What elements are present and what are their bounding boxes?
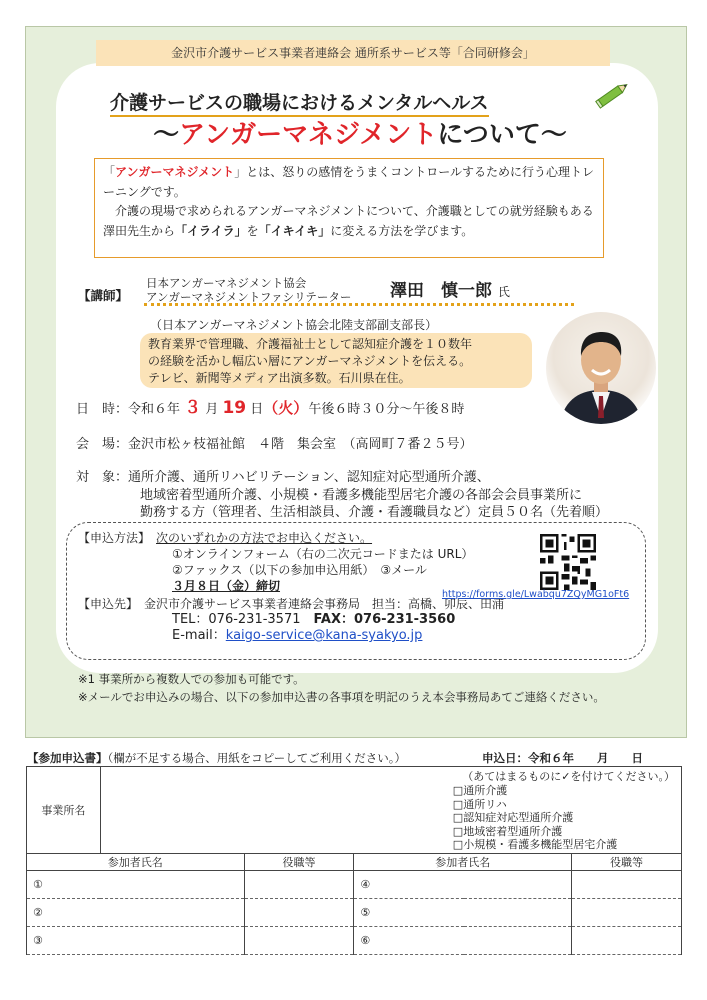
business-name-label: 事業所名 — [27, 767, 101, 854]
lecturer-org-line1: 日本アンガーマネジメント協会 — [146, 276, 307, 290]
intro-ikiiki: 「イキイキ」 — [258, 223, 331, 238]
event-venue — [76, 433, 473, 452]
target-line: 通所介護、通所リハビリテーション、認知症対応型通所介護、 — [128, 470, 490, 485]
apply-fax: FAX：076-231-3560 — [313, 612, 456, 627]
event-target — [76, 469, 656, 522]
event-date — [76, 393, 464, 418]
lecturer-org — [146, 276, 351, 304]
title-suffix: について～ — [437, 120, 567, 150]
intro-quote-open: 「 — [103, 165, 116, 179]
note-line: ※メールでお申込みの場合、以下の参加申込書の各事項を明記のうえ本会事務局あてご連絡ください。 — [78, 690, 605, 704]
participant-role-field[interactable] — [244, 926, 354, 954]
participant-name-field[interactable]: ⑤ — [354, 898, 572, 926]
bio-line: テレビ、新聞等メディア出演多数。石川県在住。 — [148, 371, 411, 385]
intro-wo: を — [246, 223, 259, 238]
service-checkbox[interactable]: □通所介護 — [452, 784, 508, 797]
date-era: 令和６年 — [128, 402, 181, 417]
form-title-note: （欄が不足する場合、用紙をコピーしてご利用ください。） — [107, 751, 407, 765]
apply-option1: ①オンラインフォーム（右の二次元コードまたは URL） — [172, 547, 474, 561]
lecturer-name: 澤田 慎一郎 — [390, 281, 492, 301]
participant-role-field[interactable] — [572, 926, 682, 954]
col-name-header: 参加者氏名 — [354, 853, 572, 870]
pencil-icon — [592, 80, 632, 110]
intro-term: アンガーマネジメント — [115, 165, 235, 179]
col-name-header: 参加者氏名 — [27, 853, 245, 870]
target-label: 対 象： — [76, 470, 129, 485]
date-time: 午後６時３０分～午後８時 — [308, 402, 465, 417]
apply-deadline: ３月８日（金）締切 — [172, 579, 281, 593]
participant-role-field[interactable] — [572, 870, 682, 898]
intro-sentence1: とは、怒りの感情をうまくコントロールするために行う心理トレーニングです。 — [103, 165, 594, 199]
venue-label: 会 場： — [76, 437, 129, 452]
service-checkbox[interactable]: □小規模・看護多機能型居宅介護 — [452, 838, 618, 851]
notes — [78, 670, 605, 706]
lecturer-label: 【講師】 — [78, 288, 129, 303]
intro-sentence2: 介護の現場で求められるアンガーマネジメントについて、介護職としての就労経験もある澤田先生から — [103, 204, 594, 238]
date-day-unit: 日 — [250, 402, 264, 417]
title-line1 — [110, 88, 610, 115]
note-line: ※1 事業所から複数人での参加も可能です。 — [78, 672, 305, 686]
col-role-header: 役職等 — [244, 853, 354, 870]
lecturer-org-line2: アンガーマネジメントファシリテーター — [146, 290, 352, 304]
date-weekday: （火） — [263, 399, 309, 417]
participant-name-field[interactable]: ⑥ — [354, 926, 572, 954]
title-subtitle — [100, 114, 620, 151]
qr-code[interactable] — [540, 534, 596, 590]
form-title-label: 【参加申込書】 — [27, 751, 108, 765]
title-highlight: アンガーマネジメント — [179, 120, 438, 150]
bio-line: の経験を活かし幅広い層にアンガーマネジメントを伝える。 — [148, 354, 472, 368]
date-month: ３ — [184, 398, 202, 418]
lecturer-name-block — [390, 276, 510, 301]
service-checkbox[interactable]: □認知症対応型通所介護 — [452, 811, 574, 824]
lecturer-title: （日本アンガーマネジメント協会北陸支部副支部長） — [150, 318, 438, 332]
participant-name-field[interactable]: ③ — [27, 926, 245, 954]
business-name-field[interactable] — [100, 767, 681, 854]
target-line: 勤務する方（管理者、生活相談員、介護・看護職員など）定員５０名（先着順） — [140, 505, 609, 520]
intro-quote-close: 」 — [234, 165, 247, 179]
dotted-divider — [144, 303, 574, 306]
participant-role-field[interactable] — [244, 870, 354, 898]
service-checkbox[interactable]: □通所リハ — [452, 797, 507, 811]
application-form-table — [26, 766, 682, 955]
email-link[interactable]: kaigo-service@kana-syakyo.jp — [225, 628, 423, 643]
lecturer-bio — [140, 333, 532, 388]
intro-iraira: 「イライラ」 — [175, 223, 247, 238]
date-label: 日 時： — [76, 402, 129, 417]
date-month-unit: 月 — [205, 402, 219, 417]
event-banner: 金沢市介護サービス事業者連絡会 通所系サービス等「合同研修会」 — [96, 40, 610, 66]
apply-email-label: E-mail： — [172, 628, 226, 643]
lecturer-photo — [546, 312, 656, 424]
participant-role-field[interactable] — [244, 898, 354, 926]
apply-tel: TEL：076-231-3571 — [172, 612, 301, 627]
intro-sentence3: に変える方法を学びます。 — [330, 223, 474, 238]
form-apply-date: 申込日：令和６年 月 日 — [482, 751, 643, 765]
target-line: 地域密着型通所介護、小規模・看護多機能型居宅介護の各部会会員事業所に — [140, 487, 583, 503]
service-checkbox[interactable]: □地域密着型通所介護 — [452, 824, 563, 838]
apply-method-label: 【申込方法】 — [78, 531, 145, 545]
apply-dest-label: 【申込先】 — [78, 597, 133, 611]
intro-box — [94, 158, 604, 258]
title-prefix: ～ — [153, 120, 180, 150]
apply-option2: ②ファックス（以下の参加申込用紙） ③メール — [172, 563, 427, 577]
apply-method-intro: 次のいずれかの方法でお申込ください。 — [156, 531, 373, 545]
title-main: 介護サービスの職場におけるメンタルヘルス — [110, 92, 489, 117]
lecturer-honorific: 氏 — [497, 285, 510, 299]
date-day: 19 — [222, 398, 247, 418]
participant-name-field[interactable]: ② — [27, 898, 245, 926]
bio-line: 教育業界で管理職、介護福祉士として認知症介護を１０数年 — [148, 337, 473, 351]
venue-value: 金沢市松ヶ枝福祉館 ４階 集会室 （高岡町７番２５号） — [128, 437, 473, 452]
form-title — [27, 750, 406, 766]
apply-dest-org: 金沢市介護サービス事業者連絡会事務局 担当：高橋、卯辰、田浦 — [144, 597, 505, 611]
col-role-header: 役職等 — [572, 853, 682, 870]
check-note: （あてはまるものに✓を付けてください。） — [462, 770, 675, 783]
participant-name-field[interactable]: ① — [27, 870, 245, 898]
form-url-link[interactable]: https://forms.gle/Lwabqu7ZQyMG1oFt6 — [442, 589, 630, 600]
participant-name-field[interactable]: ④ — [354, 870, 572, 898]
participant-role-field[interactable] — [572, 898, 682, 926]
